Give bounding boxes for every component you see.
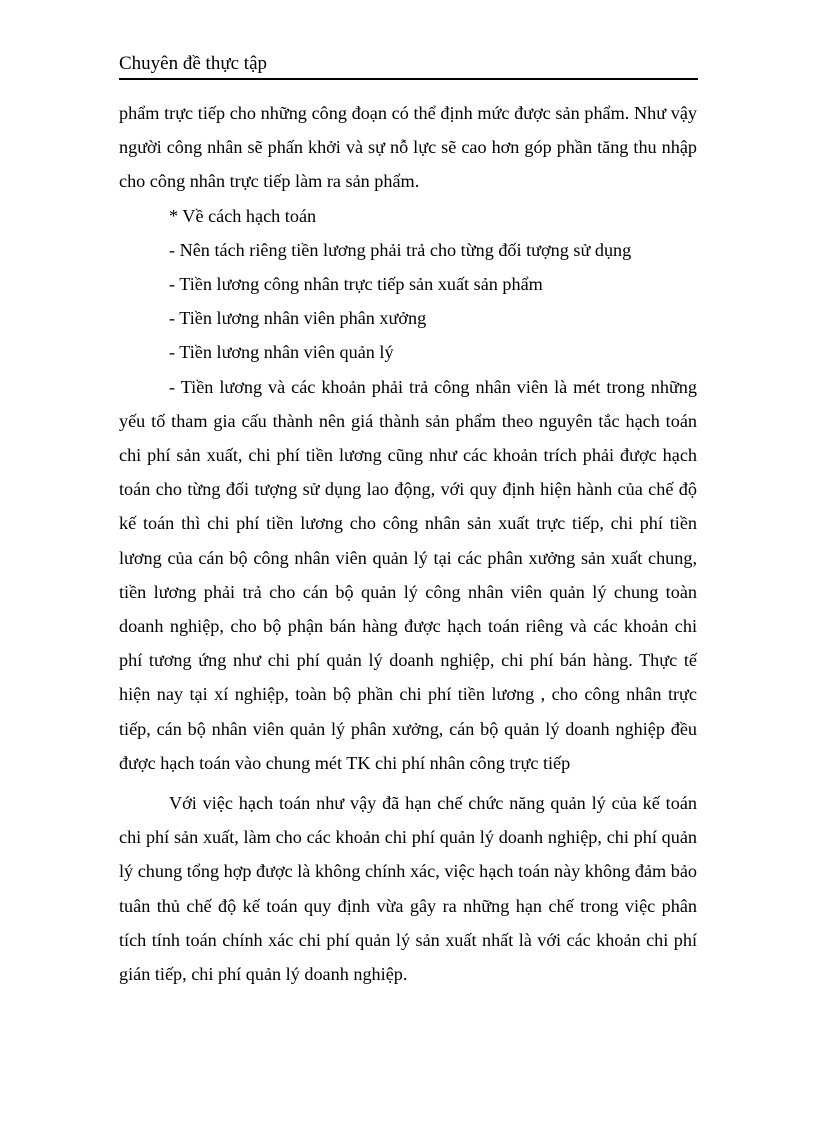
header-title: Chuyên đề thực tập: [119, 53, 268, 74]
paragraph-conclusion: Với việc hạch toán như vậy đã hạn chế chức năng quản lý của kế toán chi phí sản xuất, làm cho các khoản chi phí quản lý doanh nghiệp, chi phí quản lý chung tổng hợp được là không chính xác, việc hạch toán này không đảm bảo tuân thủ chế độ kế toán quy định vừa gây ra những hạn chế trong việc phân tích tính toán chính xác chi phí quản lý sản xuất nhất là với các khoản chi phí gián tiếp, chi phí quản lý doanh nghiệp.: [119, 793, 697, 985]
list-item: - Nên tách riêng tiền lương phải trả cho từng đối tượng sử dụng: [169, 239, 632, 260]
list-item: - Tiền lương công nhân trực tiếp sản xuất sản phẩm: [169, 274, 543, 295]
page-header: [119, 50, 698, 80]
list-item: - Tiền lương nhân viên quản lý: [169, 342, 394, 363]
list-item: - Tiền lương nhân viên phân xưởng: [169, 308, 427, 329]
section-heading-accounting: * Về cách hạch toán: [169, 205, 317, 226]
paragraph-wages: - Tiền lương và các khoản phải trả công nhân viên là mét trong những yếu tố tham gia cấu thành nên giá thành sản phẩm theo nguyên tắc hạch toán chi phí sản xuất, chi phí tiền lương cũng như các khoản trích phải được hạch toán cho từng đối tượng sử dụng lao động, với quy định hiện hành của chế độ kế toán thì chi phí tiền lương cho công nhân sản xuất trực tiếp, chi phí tiền lương của cán bộ công nhân viên quản lý tại các phân xưởng sản xuất chung, tiền lương phải trả cho cán bộ quản lý công nhân viên quản lý chung toàn doanh nghiệp, cho bộ phận bán hàng được hạch toán riêng và các khoản chi phí tương ứng như chi phí quản lý doanh nghiệp, chi phí bán hàng. Thực tế hiện nay tại xí nghiệp, toàn bộ phần chi phí tiền lương , cho công nhân trực tiếp, cán bộ nhân viên quản lý phân xưởng, cán bộ quản lý doanh nghiệp đều được hạch toán vào chung mét TK chi phí nhân công trực tiếp: [119, 376, 697, 773]
paragraph-continuation: phẩm trực tiếp cho những công đoạn có thể định mức được sản phẩm. Như vậy người công nhân sẽ phấn khởi và sự nỗ lực sẽ cao hơn góp phần tăng thu nhập cho công nhân trực tiếp làm ra sản phẩm.: [119, 103, 697, 192]
document-body: [119, 96, 697, 991]
